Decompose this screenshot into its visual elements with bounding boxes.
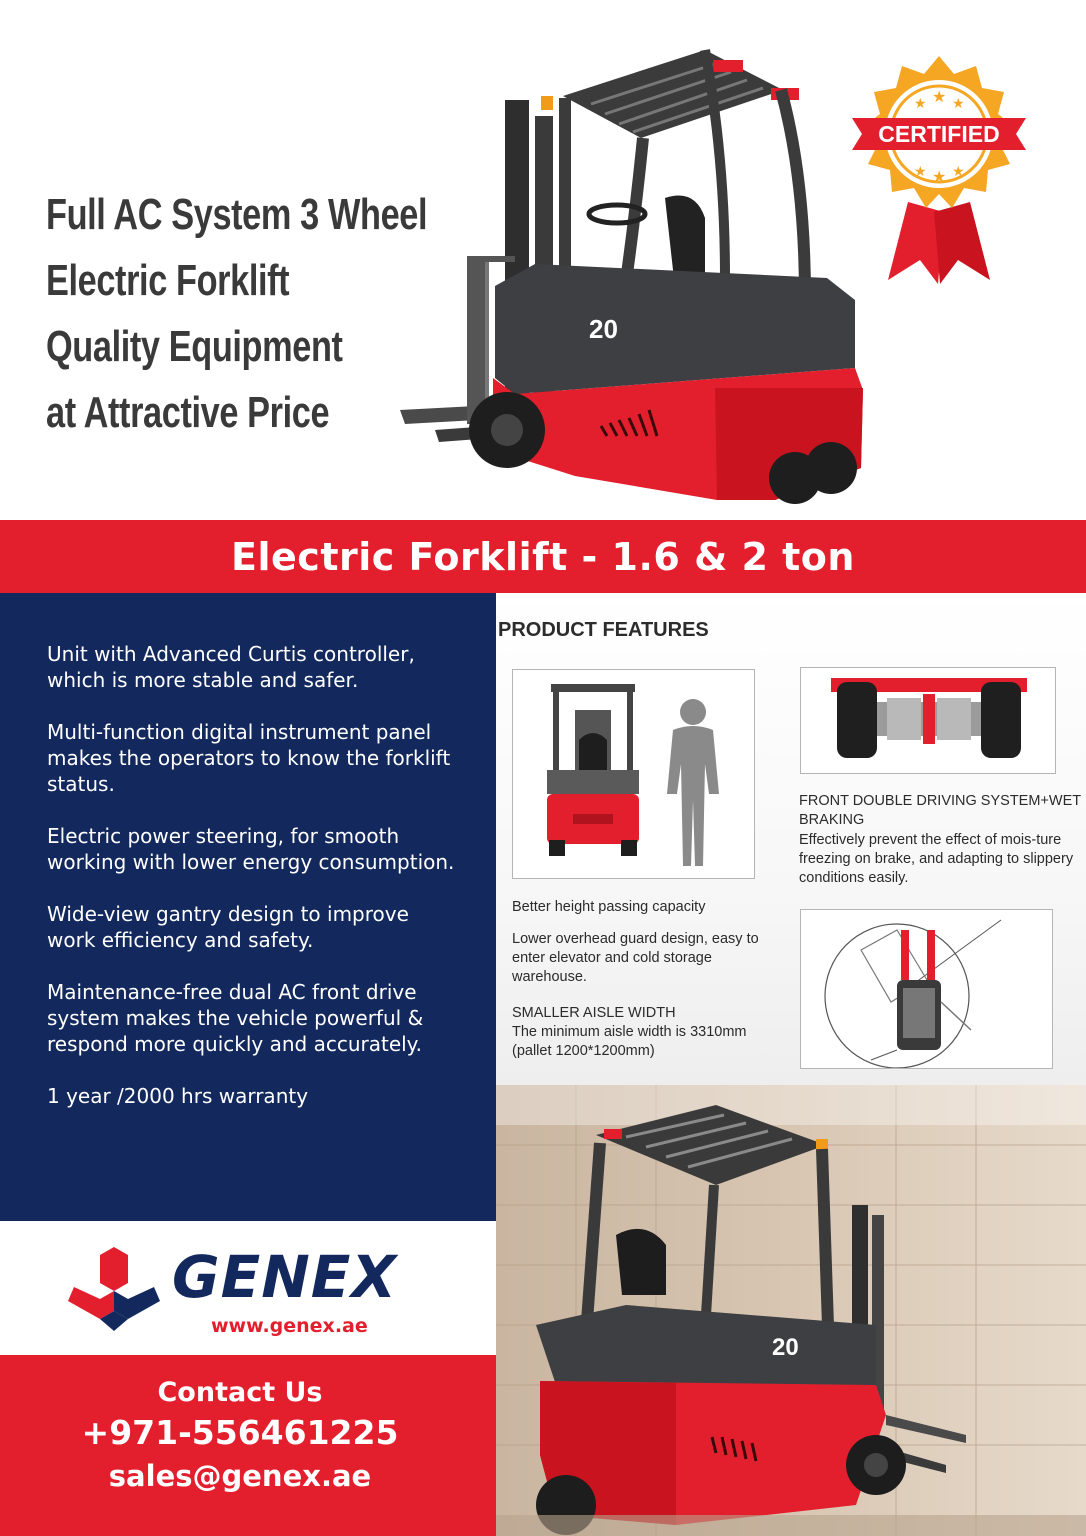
aisle-body: The minimum aisle width is 3310mm (pallet 1200*1200mm) bbox=[512, 1024, 747, 1059]
headline-line-1: Full AC System 3 Wheel bbox=[46, 190, 428, 239]
contact-email[interactable]: sales@genex.ae bbox=[108, 1459, 372, 1493]
aisle-diagram-image bbox=[800, 909, 1053, 1069]
svg-text:★: ★ bbox=[932, 87, 947, 106]
benefit-item: Maintenance-free dual AC front drive system makes the vehicle powerful & respond more quickly and accurately. bbox=[47, 980, 424, 1056]
features-title: PRODUCT FEATURES bbox=[498, 619, 709, 641]
svg-text:★: ★ bbox=[952, 96, 965, 112]
certified-badge bbox=[848, 52, 1030, 288]
benefits-panel bbox=[0, 593, 496, 1221]
certified-text: CERTIFIED bbox=[878, 121, 1000, 147]
benefit-item: 1 year /2000 hrs warranty bbox=[47, 1084, 309, 1108]
height-body: Lower overhead guard design, easy to enter elevator and cold storage warehouse. bbox=[512, 931, 759, 985]
drive-body: Effectively prevent the effect of mois-ture freezing on brake, and adapting to slippery conditions easily. bbox=[799, 832, 1074, 886]
person-silhouette-icon bbox=[667, 699, 719, 866]
height-heading: Better height passing capacity bbox=[512, 899, 706, 915]
warehouse-photo bbox=[496, 1085, 1086, 1536]
headline-line-3: Quality Equipment bbox=[46, 322, 343, 371]
contact-block bbox=[0, 1355, 496, 1536]
model-number-photo: 20 bbox=[772, 1334, 799, 1361]
benefit-item: Electric power steering, for smooth working with lower energy consumption. bbox=[47, 824, 455, 874]
benefit-item: Unit with Advanced Curtis controller, which is more stable and safer. bbox=[47, 642, 415, 692]
benefit-item: Wide-view gantry design to improve work efficiency and safety. bbox=[47, 902, 409, 952]
website-link[interactable]: www.genex.ae bbox=[211, 1315, 368, 1337]
contact-title: Contact Us bbox=[157, 1377, 323, 1408]
product-features bbox=[496, 593, 1086, 1085]
brand-block bbox=[0, 1221, 496, 1355]
aisle-heading: SMALLER AISLE WIDTH bbox=[512, 1005, 676, 1021]
product-banner bbox=[0, 520, 1086, 593]
hero-section bbox=[0, 0, 1086, 520]
drive-heading: FRONT DOUBLE DRIVING SYSTEM+WET BRAKING bbox=[799, 793, 1081, 828]
headline-line-4: at Attractive Price bbox=[46, 388, 330, 437]
headline-line-2: Electric Forklift bbox=[46, 256, 290, 305]
svg-text:★: ★ bbox=[914, 164, 927, 180]
svg-text:★: ★ bbox=[952, 164, 965, 180]
brand-name: GENEX bbox=[172, 1243, 398, 1311]
contact-phone[interactable]: +971-556461225 bbox=[81, 1413, 399, 1452]
benefit-item: Multi-function digital instrument panel makes the operators to know the forklift status. bbox=[47, 720, 451, 796]
forklift-hero-image bbox=[395, 38, 875, 508]
banner-title: Electric Forklift - 1.6 & 2 ton bbox=[231, 534, 855, 579]
model-number: 20 bbox=[589, 314, 618, 344]
svg-text:★: ★ bbox=[914, 96, 927, 112]
drive-system-image bbox=[800, 667, 1056, 774]
height-feature-image bbox=[512, 669, 755, 879]
svg-text:★: ★ bbox=[932, 167, 947, 186]
genex-logo-icon bbox=[66, 1243, 162, 1335]
